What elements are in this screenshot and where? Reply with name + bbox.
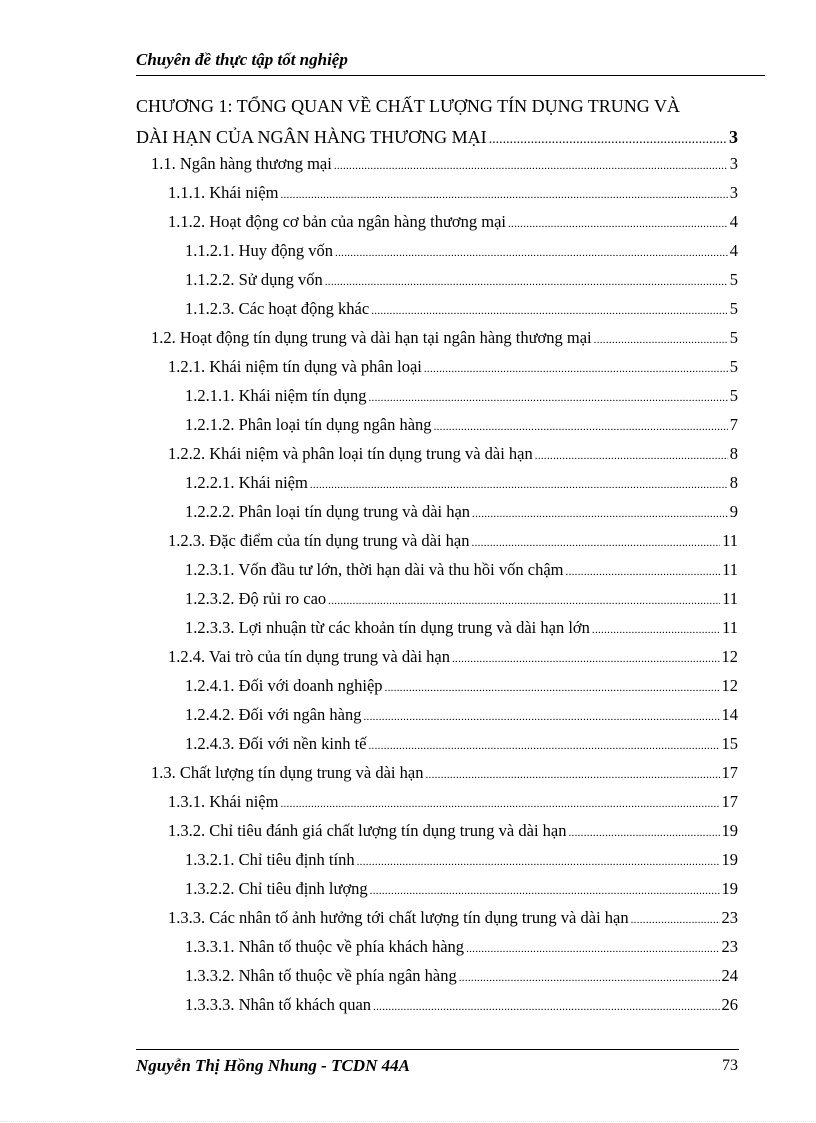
toc-entry-1-1-2-3[interactable] bbox=[185, 299, 738, 325]
toc-entry-label: 1.2.3.1. Vốn đầu tư lớn, thời hạn dài và thu hồi vốn chậm bbox=[185, 560, 564, 579]
dot-leader bbox=[566, 567, 721, 578]
toc-entry-1-2-2[interactable] bbox=[168, 444, 738, 470]
dot-leader bbox=[368, 393, 727, 404]
toc-entry-label: 1.3.2.2. Chỉ tiêu định lượng bbox=[185, 879, 368, 898]
dot-leader bbox=[280, 190, 727, 201]
toc-entry-label: 1.2.1. Khái niệm tín dụng và phân loại bbox=[168, 357, 422, 376]
toc-entry-label: 1.2.2.2. Phân loại tín dụng trung và dài hạn bbox=[185, 502, 471, 521]
toc-entry-label: 1.2.3. Đặc điểm của tín dụng trung và dài hạn bbox=[168, 531, 470, 550]
toc-entry-1-2-3-1[interactable] bbox=[185, 560, 738, 586]
toc-entry-1-3-3-3[interactable] bbox=[185, 995, 738, 1021]
toc-entry-1-2-4-1[interactable] bbox=[185, 676, 738, 702]
toc-entry-page: 9 bbox=[729, 502, 738, 521]
toc-entry-1-3-3[interactable] bbox=[168, 908, 738, 934]
toc-entry-page: 23 bbox=[721, 908, 738, 927]
toc-entry-label: 1.2.3.3. Lợi nhuận từ các khoản tín dụng trung và dài hạn lớn bbox=[185, 618, 590, 637]
footer-page-number: 73 bbox=[722, 1057, 738, 1074]
toc-entry-label: 1.3.2.1. Chỉ tiêu định tính bbox=[185, 850, 355, 869]
toc-entry-1-2-4-2[interactable] bbox=[185, 705, 738, 731]
toc-entry-page: 11 bbox=[722, 560, 738, 579]
toc-entry-1-1-2-2[interactable] bbox=[185, 270, 738, 296]
toc-entry-page: 17 bbox=[721, 763, 738, 782]
dot-leader bbox=[434, 422, 728, 433]
toc-entry-page: 5 bbox=[729, 328, 738, 347]
toc-entry-label: 1.3.3.2. Nhân tố thuộc về phía ngân hàng bbox=[185, 966, 457, 985]
toc-entry-label: 1.2.1.2. Phân loại tín dụng ngân hàng bbox=[185, 415, 432, 434]
toc-entry-page: 24 bbox=[721, 966, 738, 985]
toc-chapter-title-line2: DÀI HẠN CỦA NGÂN HÀNG THƯƠNG MẠI bbox=[136, 127, 487, 147]
toc-entry-page: 3 bbox=[729, 183, 738, 202]
toc-entry-label: 1.3.3. Các nhân tố ảnh hưởng tới chất lượng tín dụng trung và dài hạn bbox=[168, 908, 629, 927]
toc-entry-label: 1.2.4. Vai trò của tín dụng trung và dài hạn bbox=[168, 647, 450, 666]
toc-entry-page: 12 bbox=[721, 647, 738, 666]
toc-entry-page: 4 bbox=[729, 212, 738, 231]
toc-entry-1-2-1-2[interactable] bbox=[185, 415, 738, 441]
toc-entry-page: 5 bbox=[729, 357, 738, 376]
dot-leader bbox=[325, 277, 728, 288]
footer-divider bbox=[136, 1049, 739, 1050]
dot-leader bbox=[334, 161, 728, 172]
dot-leader bbox=[535, 451, 728, 462]
dot-leader bbox=[369, 741, 720, 752]
toc-entry-page: 19 bbox=[721, 879, 738, 898]
toc-entry-1-2-4-3[interactable] bbox=[185, 734, 738, 760]
toc-entry-1-3-3-1[interactable] bbox=[185, 937, 738, 963]
dot-leader bbox=[385, 683, 720, 694]
toc-entry-1-3-2-1[interactable] bbox=[185, 850, 738, 876]
dot-leader bbox=[335, 248, 728, 259]
page-edge bbox=[0, 1121, 816, 1122]
toc-entry-1-1[interactable] bbox=[151, 154, 738, 180]
toc-entry-label: 1.2.2.1. Khái niệm bbox=[185, 473, 308, 492]
toc-chapter-title-line1: CHƯƠNG 1: TỔNG QUAN VỀ CHẤT LƯỢNG TÍN DỤNG TRUNG VÀ bbox=[136, 96, 680, 116]
toc-entry-label: 1.2.1.1. Khái niệm tín dụng bbox=[185, 386, 367, 405]
toc-entry-1-3-2[interactable] bbox=[168, 821, 738, 847]
toc-entry-label: 1.2.3.2. Độ rủi ro cao bbox=[185, 589, 327, 608]
toc-entry-page: 26 bbox=[721, 995, 738, 1014]
dot-leader bbox=[631, 915, 720, 926]
footer-author: Nguyễn Thị Hồng Nhung - TCDN 44A bbox=[136, 1056, 410, 1075]
dot-leader bbox=[328, 596, 720, 607]
toc-entry-label: 1.3.3.1. Nhân tố thuộc về phía khách hàng bbox=[185, 937, 465, 956]
toc-entry-page: 12 bbox=[721, 676, 738, 695]
dot-leader bbox=[594, 335, 728, 346]
toc-entry-page: 19 bbox=[721, 850, 738, 869]
toc-entry-label: 1.2.4.2. Đối với ngân hàng bbox=[185, 705, 362, 724]
toc-entry-1-2-3-3[interactable] bbox=[185, 618, 738, 644]
dot-leader bbox=[508, 219, 728, 230]
toc-entry-label: 1.1.2. Hoạt động cơ bản của ngân hàng thương mại bbox=[168, 212, 506, 231]
toc-entry-1-1-2[interactable] bbox=[168, 212, 738, 238]
dot-leader bbox=[363, 712, 719, 723]
dot-leader bbox=[280, 799, 719, 810]
dot-leader bbox=[373, 1002, 719, 1013]
toc-entry-page: 23 bbox=[721, 937, 738, 956]
toc-entry-page: 19 bbox=[721, 821, 738, 840]
toc-entry-1-1-2-1[interactable] bbox=[185, 241, 738, 267]
toc-chapter-page: 3 bbox=[729, 127, 738, 147]
toc-entry-page: 11 bbox=[722, 618, 738, 637]
toc-entry-label: 1.1.2.1. Huy động vốn bbox=[185, 241, 334, 260]
toc-entry-page: 5 bbox=[729, 299, 738, 318]
dot-leader bbox=[592, 625, 720, 636]
toc-entry-1-3-1[interactable] bbox=[168, 792, 738, 818]
dot-leader bbox=[568, 828, 719, 839]
toc-entry-page: 11 bbox=[722, 589, 738, 608]
toc-entry-label: 1.1.2.3. Các hoạt động khác bbox=[185, 299, 370, 318]
toc-entry-label: 1.3.3.3. Nhân tố khách quan bbox=[185, 995, 372, 1014]
dot-leader bbox=[424, 364, 728, 375]
toc-entry-label: 1.2.2. Khái niệm và phân loại tín dụng trung và dài hạn bbox=[168, 444, 533, 463]
toc-entry-label: 1.3.1. Khái niệm bbox=[168, 792, 279, 811]
toc-entry-page: 7 bbox=[729, 415, 738, 434]
toc-entry-1-2-2-2[interactable] bbox=[185, 502, 738, 528]
dot-leader bbox=[425, 770, 719, 781]
dot-leader bbox=[459, 973, 720, 984]
toc-entry-page: 8 bbox=[729, 473, 738, 492]
toc-entry-label: 1.2. Hoạt động tín dụng trung và dài hạn tại ngân hàng thương mại bbox=[151, 328, 592, 347]
toc-entry-page: 11 bbox=[722, 531, 738, 550]
toc-entry-1-2-1[interactable] bbox=[168, 357, 738, 383]
page-header-title: Chuyên đề thực tập tốt nghiệp bbox=[136, 50, 348, 69]
toc-entry-label: 1.2.4.3. Đối với nền kinh tế bbox=[185, 734, 367, 753]
dot-leader bbox=[357, 857, 720, 868]
toc-entry-page: 5 bbox=[729, 270, 738, 289]
dot-leader bbox=[452, 654, 720, 665]
toc-entry-1-3[interactable] bbox=[151, 763, 738, 789]
toc-entry-page: 17 bbox=[721, 792, 738, 811]
toc-entry-1-2-3[interactable] bbox=[168, 531, 738, 557]
toc-entry-page: 15 bbox=[721, 734, 738, 753]
toc-entry-1-2-3-2[interactable] bbox=[185, 589, 738, 615]
toc-entry-label: 1.3. Chất lượng tín dụng trung và dài hạn bbox=[151, 763, 424, 782]
toc-entry-1-2[interactable] bbox=[151, 328, 738, 354]
dot-leader bbox=[472, 509, 728, 520]
dot-leader bbox=[472, 538, 721, 549]
toc-entry-1-3-2-2[interactable] bbox=[185, 879, 738, 905]
toc-entry-1-2-2-1[interactable] bbox=[185, 473, 738, 499]
toc-entry-1-2-1-1[interactable] bbox=[185, 386, 738, 412]
dot-leader bbox=[310, 480, 728, 491]
toc-entry-1-3-3-2[interactable] bbox=[185, 966, 738, 992]
dot-leader bbox=[371, 306, 728, 317]
toc-entry-page: 14 bbox=[721, 705, 738, 724]
dot-leader bbox=[489, 133, 727, 147]
toc-entry-page: 5 bbox=[729, 386, 738, 405]
dot-leader bbox=[466, 944, 719, 955]
toc-entry-1-1-1[interactable] bbox=[168, 183, 738, 209]
toc-entry-label: 1.1.1. Khái niệm bbox=[168, 183, 279, 202]
toc-entry-label: 1.1.2.2. Sử dụng vốn bbox=[185, 270, 323, 289]
toc-entry-page: 3 bbox=[729, 154, 738, 173]
toc-entry-1-2-4[interactable] bbox=[168, 647, 738, 673]
toc-entry-label: 1.2.4.1. Đối với doanh nghiệp bbox=[185, 676, 383, 695]
dot-leader bbox=[370, 886, 720, 897]
toc-entry-label: 1.3.2. Chỉ tiêu đánh giá chất lượng tín dụng trung và dài hạn bbox=[168, 821, 567, 840]
toc-entry-label: 1.1. Ngân hàng thương mại bbox=[151, 154, 332, 173]
header-divider bbox=[136, 75, 765, 76]
toc-entry-page: 4 bbox=[729, 241, 738, 260]
toc-entry-page: 8 bbox=[729, 444, 738, 463]
